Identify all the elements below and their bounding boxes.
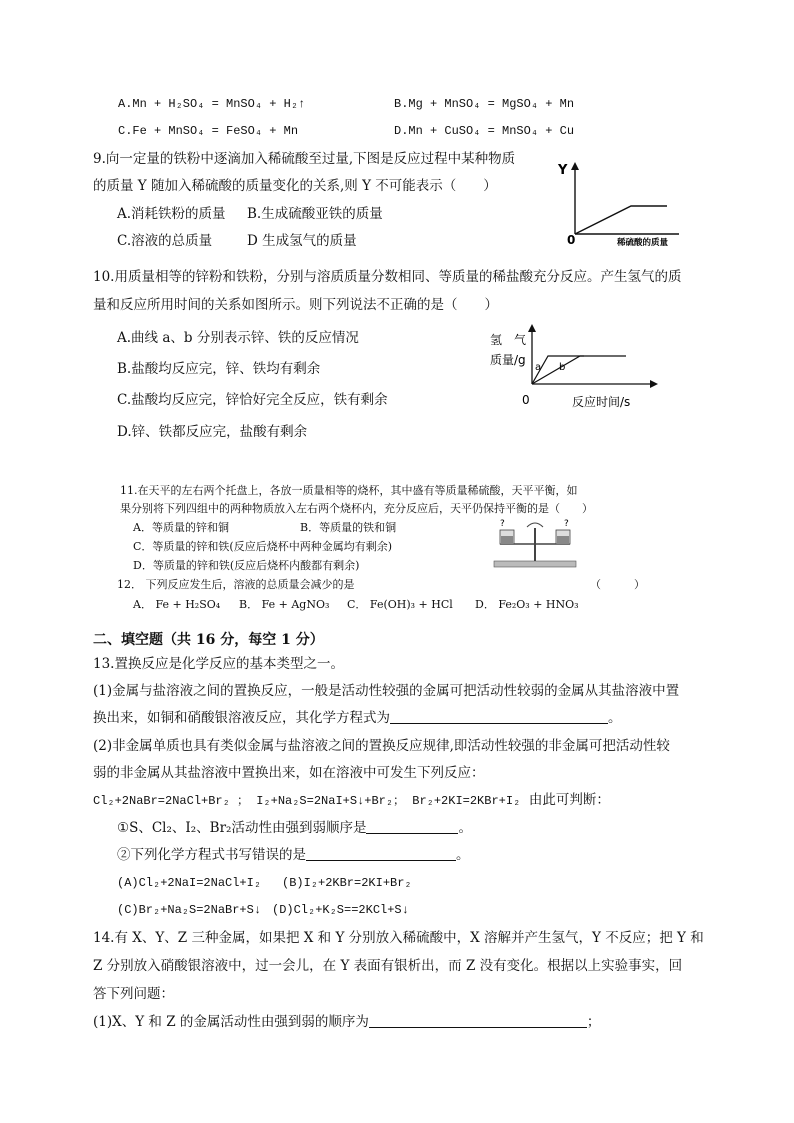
q10-option-c: C.盐酸均反应完，锌恰好完全反应，铁有剩余: [117, 392, 388, 408]
q13-part1-answer-blank[interactable]: [390, 709, 608, 724]
q12-option-d: D． Fe₂O₃ + HNO₃: [475, 598, 579, 611]
q12-stem: 12． 下列反应发生后，溶液的总质量会减少的是: [117, 578, 355, 591]
q10-option-a: A.曲线 a、b 分别表示锌、铁的反应情况: [117, 330, 359, 346]
q11-option-b: B．等质量的铁和铜: [300, 521, 397, 534]
q10-option-b: B.盐酸均反应完，锌、铁均有剩余: [117, 361, 321, 377]
q13-stem: 13.置换反应是化学反应的基本类型之一。: [93, 656, 344, 672]
q8-option-c: C.Fe + MnSO₄ = FeSO₄ + Mn: [118, 124, 299, 138]
q9-option-d: D 生成氢气的质量: [247, 233, 357, 249]
q9-option-a: A.消耗铁粉的质量: [117, 206, 226, 222]
q9-origin: 0: [567, 233, 576, 247]
q13-judge: 由此可判断：: [528, 792, 610, 808]
q14-stem-line2: Z 分别放入硝酸银溶液中，过一会儿，在 Y 表面有银析出，而 Z 没有变化。根据以上实验事实，回: [93, 958, 683, 974]
q13-equations: Cl₂+2NaBr=2NaCl+Br₂ ； I₂+Na₂S=2NaI+S↓+Br₂； Br₂+2KI=2KBr+I₂: [93, 794, 521, 808]
q8-option-a: A.Mn + H₂SO₄ = MnSO₄ + H₂↑: [118, 97, 306, 111]
balance-pointer-dial: [527, 523, 543, 527]
q14-sub1-semicolon: ；: [586, 1014, 601, 1030]
q9-curve: [575, 206, 667, 234]
q9-stem-line1: 9.向一定量的铁粉中逐滴加入稀硫酸至过量,下图是反应过程中某种物质: [93, 151, 516, 167]
q10-stem-line1: 10.用质量相等的锌粉和铁粉，分别与溶质质量分数相同、等质量的稀盐酸充分反应。产生氢气的质: [93, 269, 682, 285]
q14-sub1-answer-blank[interactable]: [369, 1013, 587, 1028]
q13-part1-line1: (1)金属与盐溶液之间的置换反应，一般是活动性较强的金属可把活动性较弱的金属从其盐溶液中置: [93, 683, 680, 699]
q10-curve-b-label: b: [559, 362, 566, 373]
q11-stem-line1: 11.在天平的左右两个托盘上，各放一质量相等的烧杯，其中盛有等质量稀硫酸，天平平衡，如: [120, 484, 578, 497]
q9-option-b: B.生成硫酸亚铁的质量: [247, 206, 383, 222]
q13-sub2-answer-blank[interactable]: [306, 846, 456, 861]
q13-sub2-period: 。: [456, 847, 470, 863]
q11-stem-line2: 果分别将下列四组中的两种物质放入左右两个烧杯内，充分反应后，天平仍保持平衡的是（ ）: [120, 502, 593, 515]
q9-x-label: 稀硫酸的质量: [617, 238, 669, 248]
q12-option-c: C． Fe(OH)₃ + HCl: [347, 598, 453, 611]
q14-sub1: (1)X、Y 和 Z 的金属活动性由强到弱的顺序为: [93, 1014, 369, 1030]
q13-part1-text: 换出来，如铜和硝酸银溶液反应，其化学方程式为: [93, 710, 390, 726]
section-title: 二、填空题（共 16 分，每空 1 分）: [93, 632, 324, 648]
q10-origin: 0: [522, 393, 530, 407]
left-beaker-liquid: [501, 536, 513, 544]
q13-option-d: (D)Cl₂+K₂S==2KCl+S↓: [272, 903, 409, 917]
q13-sub1-answer-blank[interactable]: [366, 819, 458, 834]
q9-stem-line2: 的质量 Y 随加入稀硫酸的质量变化的关系,则 Y 不可能表示（ ）: [93, 178, 497, 194]
q13-sub1-period: 。: [458, 820, 472, 836]
q10-x-arrow: [650, 380, 658, 388]
q10-stem-line2: 量和反应所用时间的关系如图所示。则下列说法不正确的是（ ）: [93, 297, 498, 313]
q10-y-arrow: [528, 324, 536, 332]
q10-y-label-2: 质量/g: [490, 353, 526, 367]
balance-illustration: [486, 514, 586, 572]
q9-graph: [555, 158, 685, 248]
q11-option-c: C．等质量的锌和铁(反应后烧杯中两种金属均有剩余): [133, 540, 392, 553]
q13-equations-line: [93, 791, 610, 810]
q8-option-b: B.Mg + MnSO₄ = MgSO₄ + Mn: [394, 97, 575, 111]
q10-curve-a-label: a: [535, 362, 542, 373]
q8-option-d: D.Mn + CuSO₄ = MnSO₄ + Cu: [394, 124, 575, 138]
q10-option-d: D.锌、铁都反应完，盐酸有剩余: [117, 424, 308, 440]
q11-option-d: D．等质量的锌和铁(反应后烧杯内酸都有剩余): [133, 559, 360, 572]
q13-option-a: (A)Cl₂+2NaI=2NaCl+I₂: [117, 876, 262, 890]
q14-stem-line1: 14.有 X、Y、Z 三种金属，如果把 X 和 Y 分别放入稀硫酸中，X 溶解并产生氢气，Y 不反应；把 Y 和: [93, 930, 704, 946]
balance-base: [494, 561, 576, 567]
q11-option-a: A．等质量的锌和铜: [133, 521, 229, 534]
q13-option-c: (C)Br₂+Na₂S=2NaBr+S↓: [117, 903, 262, 917]
q13-part2-line1: (2)非金属单质也具有类似金属与盐溶液之间的置换反应规律,即活动性较强的非金属可把活动性较: [93, 738, 670, 754]
q14-stem-line3: 答下列问题：: [93, 986, 174, 1002]
q12-paren: （ ）: [590, 578, 645, 591]
q14-sub1-line: [93, 1013, 600, 1031]
left-question-mark: ?: [500, 519, 505, 529]
q9-y-label: Y: [558, 163, 568, 178]
q13-option-b: (B)I₂+2KBr=2KI+Br₂: [282, 876, 412, 890]
q10-y-label-1: 氢 气: [490, 333, 527, 347]
q9-option-c: C.溶液的总质量: [117, 233, 213, 249]
q13-sub1-line: [117, 819, 472, 837]
q13-part1-line2: [93, 709, 622, 727]
right-beaker-liquid: [557, 536, 569, 544]
q13-sub2-line: [117, 846, 470, 864]
right-question-mark: ?: [564, 519, 569, 529]
q13-part1-period: 。: [608, 710, 622, 726]
q13-sub2: ②下列化学方程式书写错误的是: [117, 847, 306, 863]
q13-sub1: ①S、Cl₂、I₂、Br₂活动性由强到弱顺序是: [117, 820, 367, 836]
q13-part2-line2: 弱的非金属从其盐溶液中置换出来，如在溶液中可发生下列反应：: [93, 765, 485, 781]
q9-y-arrow: [571, 162, 579, 170]
q10-x-label: 反应时间/s: [572, 395, 631, 409]
q10-graph: [484, 322, 664, 414]
q12-option-a: A． Fe + H₂SO₄: [133, 598, 221, 611]
q12-option-b: B． Fe + AgNO₃: [239, 598, 330, 611]
